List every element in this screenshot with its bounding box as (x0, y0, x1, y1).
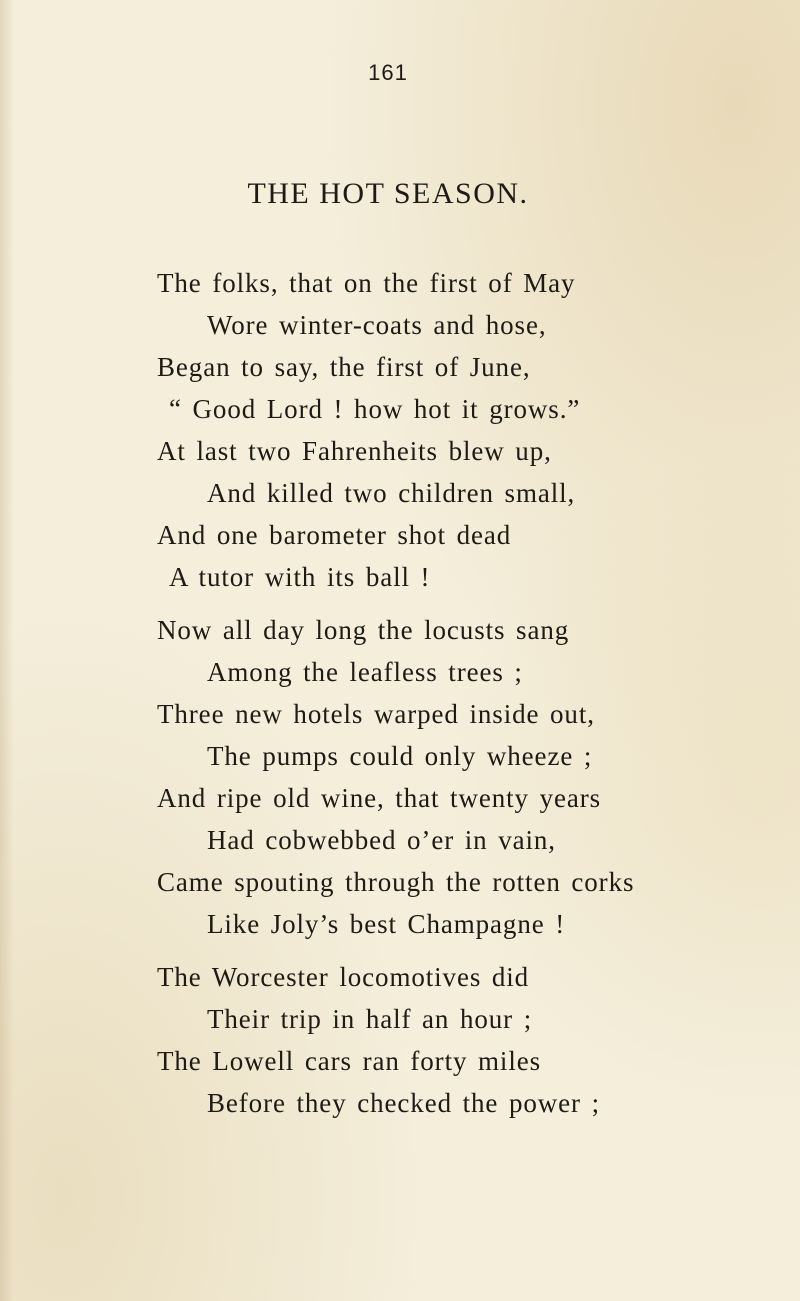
poem-line: At last two Fahrenheits blew up, (157, 436, 552, 466)
poem-line: Like Joly’s best Champagne ! (207, 909, 566, 939)
poem-line: A tutor with its ball ! (169, 562, 431, 592)
poem-line: Their trip in half an hour ; (207, 1004, 533, 1034)
stanza (157, 609, 757, 945)
poem-line: Had cobwebbed o’er in vain, (207, 825, 556, 855)
poem-line: “ Good Lord ! how hot it grows.” (169, 394, 581, 424)
poem-line: The folks, that on the first of May (157, 268, 576, 298)
poem-line: The pumps could only wheeze ; (207, 741, 593, 771)
poem-line: Among the leafless trees ; (207, 657, 523, 687)
poem-line: And killed two children small, (207, 478, 576, 508)
page-number: 161 (368, 60, 408, 85)
stanza (157, 956, 757, 1124)
poem-line: Began to say, the first of June, (157, 352, 531, 382)
poem-title: THE HOT SEASON. (247, 177, 529, 210)
poem-line: And ripe old wine, that twenty years (157, 783, 602, 813)
poem-line: And one barometer shot dead (157, 520, 512, 550)
poem-line: Three new hotels warped inside out, (157, 699, 595, 729)
poem-line: Came spouting through the rotten corks (157, 867, 635, 897)
poem-line: The Worcester locomotives did (157, 962, 530, 992)
stanza (157, 262, 757, 598)
poem-line: Now all day long the locusts sang (157, 615, 570, 645)
poem-line: Wore winter-coats and hose, (207, 310, 547, 340)
poem-line: The Lowell cars ran forty miles (157, 1046, 542, 1076)
poem-line: Before they checked the power ; (207, 1088, 600, 1118)
